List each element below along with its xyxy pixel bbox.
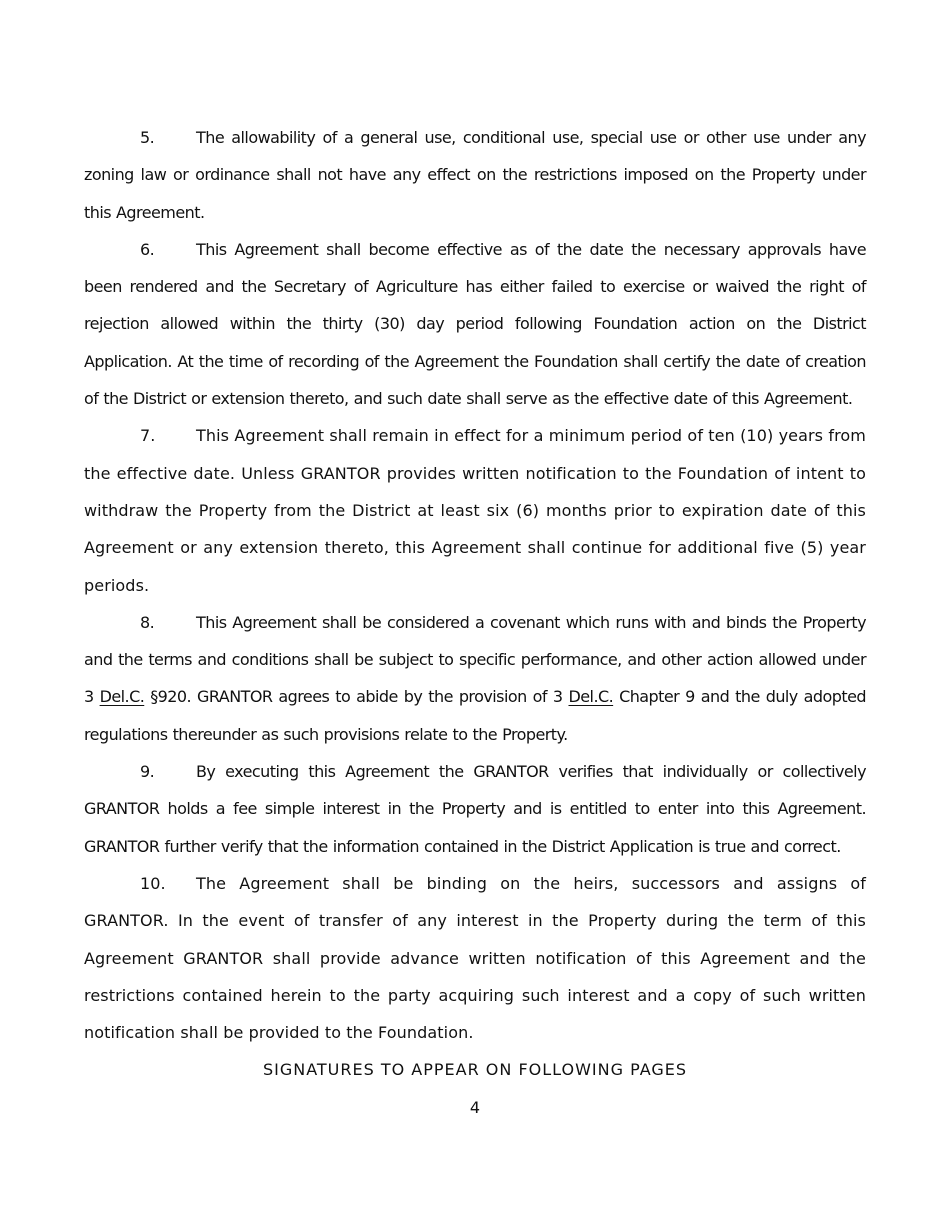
paragraph-number: 10.	[140, 873, 166, 893]
paragraph-text: This Agreement shall remain in effect for a minimum period of ten (10) years from the effective date. Unless GRANTOR provides written notification to the Foundation of intent to withdraw the Property from the District at least six (6) months prior to expiration date of this Agreement or any extension thereto, this Agreement shall continue for additional five (5) year periods.	[84, 426, 866, 595]
page-number: 4	[469, 1097, 481, 1117]
paragraph-9	[84, 753, 866, 865]
paragraph-7	[84, 417, 866, 603]
paragraph-text: The allowability of a general use, conditional use, special use or other use under any zoning law or ordinance shall not have any effect on the restrictions imposed on the Property under this Agreement.	[84, 128, 866, 222]
signatures-notice: SIGNATURES TO APPEAR ON FOLLOWING PAGES	[262, 1060, 688, 1080]
paragraph-5	[84, 119, 866, 231]
document-page	[84, 119, 866, 1126]
paragraph-6	[84, 231, 866, 417]
paragraph-number: 7.	[140, 426, 156, 446]
paragraph-text: By executing this Agreement the GRANTOR verifies that individually or collectively GRANTOR holds a fee simple interest in the Property and is entitled to enter into this Agreement. GRANTOR further verify that the information contained in the District Application is true and correct.	[84, 762, 866, 856]
paragraph-text: This Agreement shall be considered a covenant which runs with and binds the Property and the terms and conditions shall be subject to specific performance, and other action allowed under 3	[84, 612, 866, 707]
statute-citation: Del.C.	[568, 687, 614, 707]
paragraph-8	[84, 604, 866, 753]
paragraph-text: This Agreement shall become effective as of the date the necessary approvals have been rendered and the Secretary of Agriculture has either failed to exercise or waived the right of rejection allowed within the thirty (30) day period following Foundation action on the District Application. At the time of recording of the Agreement the Foundation shall certify the date of creation of the District or extension thereto, and such date shall serve as the effective date of this Agreement.	[84, 239, 866, 409]
paragraph-text: §920. GRANTOR agrees to abide by the provision of 3	[144, 687, 569, 707]
paragraph-10	[84, 865, 866, 1051]
statute-citation: Del.C.	[99, 687, 145, 707]
paragraph-number: 6.	[140, 239, 155, 259]
paragraph-number: 9.	[140, 762, 155, 782]
paragraph-text: The Agreement shall be binding on the heirs, successors and assigns of GRANTOR. In the event of transfer of any interest in the Property during the term of this Agreement GRANTOR shall provide advance written notification of this Agreement and the restrictions contained herein to the party acquiring such interest and a copy of such written notification shall be provided to the Foundation.	[84, 873, 866, 1043]
paragraph-number: 8.	[140, 612, 155, 632]
paragraph-text: Chapter 9 and the duly adopted regulations thereunder as such provisions relate to the Property.	[84, 687, 866, 744]
paragraph-number: 5.	[140, 128, 155, 147]
